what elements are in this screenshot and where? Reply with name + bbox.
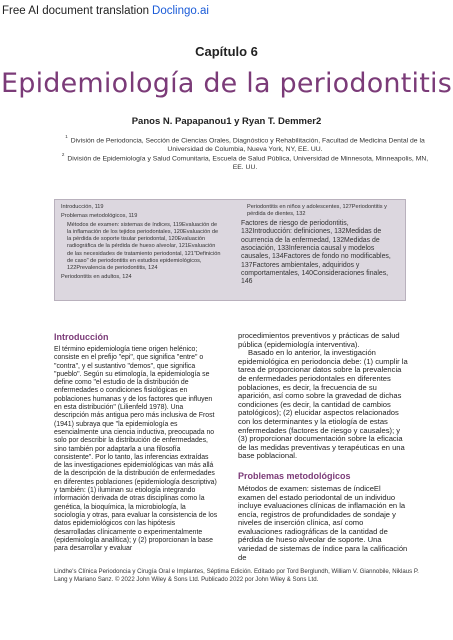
affiliation-mark: 1 [65,134,68,139]
methods-paragraph: Métodos de examen: sistemas de índiceEl examen del estado periodontal de un individuo incluye evaluaciones clínicas de inflamación en la encía, registros de profundidades de sondaje y niveles de inserción clínica, así como evaluaciones radiográficas de la cantidad de pérdida de hueso alveolar de soporte. Una variedad de sistemas de índice para la calificación de [238,483,408,562]
banner-prefix: Free AI document translation [2,5,150,17]
authors: Panos N. Papapanou1 y Ryan T. Demmer2 [131,116,322,127]
toc-entry: Periodontitis en adultos, 124 [61,273,132,280]
translation-banner [0,0,209,22]
intro-paragraph: El término epidemiología tiene origen helénico; consiste en el prefijo "epi", que significa "entre" o "contra", y el sustantivo "demos", que significa "pueblo". Según su etimología, la epidemiología se define como "el estudio de la distribución de enfermedades o condiciones fisiológicas en poblaciones humanas y de los factores que influyen en esta distribución" (Lilienfeld 1978). Una descripción más antigua pero más inclusiva de Frost (1941) subraya que "la epidemiología es esencialmente una ciencia inductiva, preocupada no solo por describir la distribución de enfermedades, sino también por adaptarla a una filosofía consistente". Por lo tanto, las inferencias extraídas de las investigaciones epidemiológicas van más allá de la descripción de la distribución de enfermedades en diferentes poblaciones (epidemiología descriptiva) y también: (1) iluminan su etiología integrando información derivada de otras disciplinas como la genética, la bioquímica, la microbiología, la sociología y otras, para evaluar la consistencia de los datos epidemiológicos con las hipótesis desarrolladas clínicamente o experimentalmente (epidemiología analítica); y (2) proporcionan la base para desarrollar y evaluar [54,346,218,553]
affiliation-text: División de Epidemiología y Salud Comunitaria, Escuela de Salud Pública, Universidad de Minnesota, Minneapolis, MN, EE. UU. [67,155,429,171]
affiliation-mark: 2 [61,152,65,157]
toc-entry: Introducción, 119 [61,204,104,210]
toc-left-column [61,204,221,283]
section-heading-introduccion: Introducción [54,332,109,342]
toc-entry: Problemas metodológicos, 119 [61,213,138,220]
chapter-title: Epidemiología de la periodontitis [0,68,452,99]
toc-entry: Factores de riesgo de periodontitis, 132Introducción: definiciones, 132Medidas de ocurrencia de la enfermedad, 132Medidas de asociación, 133Inferencia causal y modelos causales, 134Factores de fondo no modificables, 137Factores ambientales, adquiridos y comportamentales, 140Consideraciones finales, 146 [241,220,391,286]
left-column [54,332,218,553]
page-footer: Lindhe's Clínica Periodoncia y Cirugía Oral e Implantes, Séptima Edición. Editado por Tord Berglundh, William V. Giannobile, Niklaus P. Lang y Mariano Sanz. © 2022 John Wiley & Sons Ltd. Publicado 2022 por John Wiley & Sons Ltd. [54,568,419,583]
continued-paragraph: procedimientos preventivos y prácticas de salud pública (epidemiología interventiva). [238,331,400,349]
table-of-contents-box [54,199,406,301]
right-column [238,332,408,562]
doclingo-link[interactable]: Doclingo.ai [152,5,209,17]
affiliation-text: División de Periodoncia, Sección de Ciencias Orales, Diagnóstico y Rehabilitación, Facultad de Medicina Dental de la Universidad de Columbia, Nueva York, NY, EE. UU. [70,137,425,153]
section-heading-problemas: Problemas metodológicos [238,470,351,481]
affiliation-2 [60,152,430,172]
toc-entry: Periodontitis en niños y adolescentes, 127Periodontitis y pérdida de dientes, 132 [247,204,387,218]
chapter-number: Capítulo 6 [195,44,258,59]
toc-entry: Métodos de examen: sistemas de índices, 119Evaluación de la inflamación de los tejidos periodontales, 120Evaluación de la pérdida de soporte tisular periodontal, 120Evaluación radiográfica de la pérdida de hueso alveolar, 121Evaluación de las necesidades de tratamiento periodontal, 121"Definición de caso" de periodontitis en estudios epidemiológicos, 122Prevalencia de periodontitis, 124 [67,222,221,271]
toc-right-column [241,204,399,289]
research-paragraph: Basado en lo anterior, la investigación epidemiológica en periodoncia debe: (1) cumplir la tarea de proporcionar datos sobre la prevalencia de enfermedades periodontales en diferentes poblaciones, es decir, la frecuencia de su aparición, así como sobre la gravedad de dichas condiciones (es decir, la cantidad de cambios patológicos); (2) elucidar aspectos relacionados con los determinantes y la etiología de estas enfermedades (factores de riesgo y causales); y (3) proporcionar documentación sobre la eficacia de las medidas preventivas y terapéuticas en una base poblacional. [238,348,408,461]
